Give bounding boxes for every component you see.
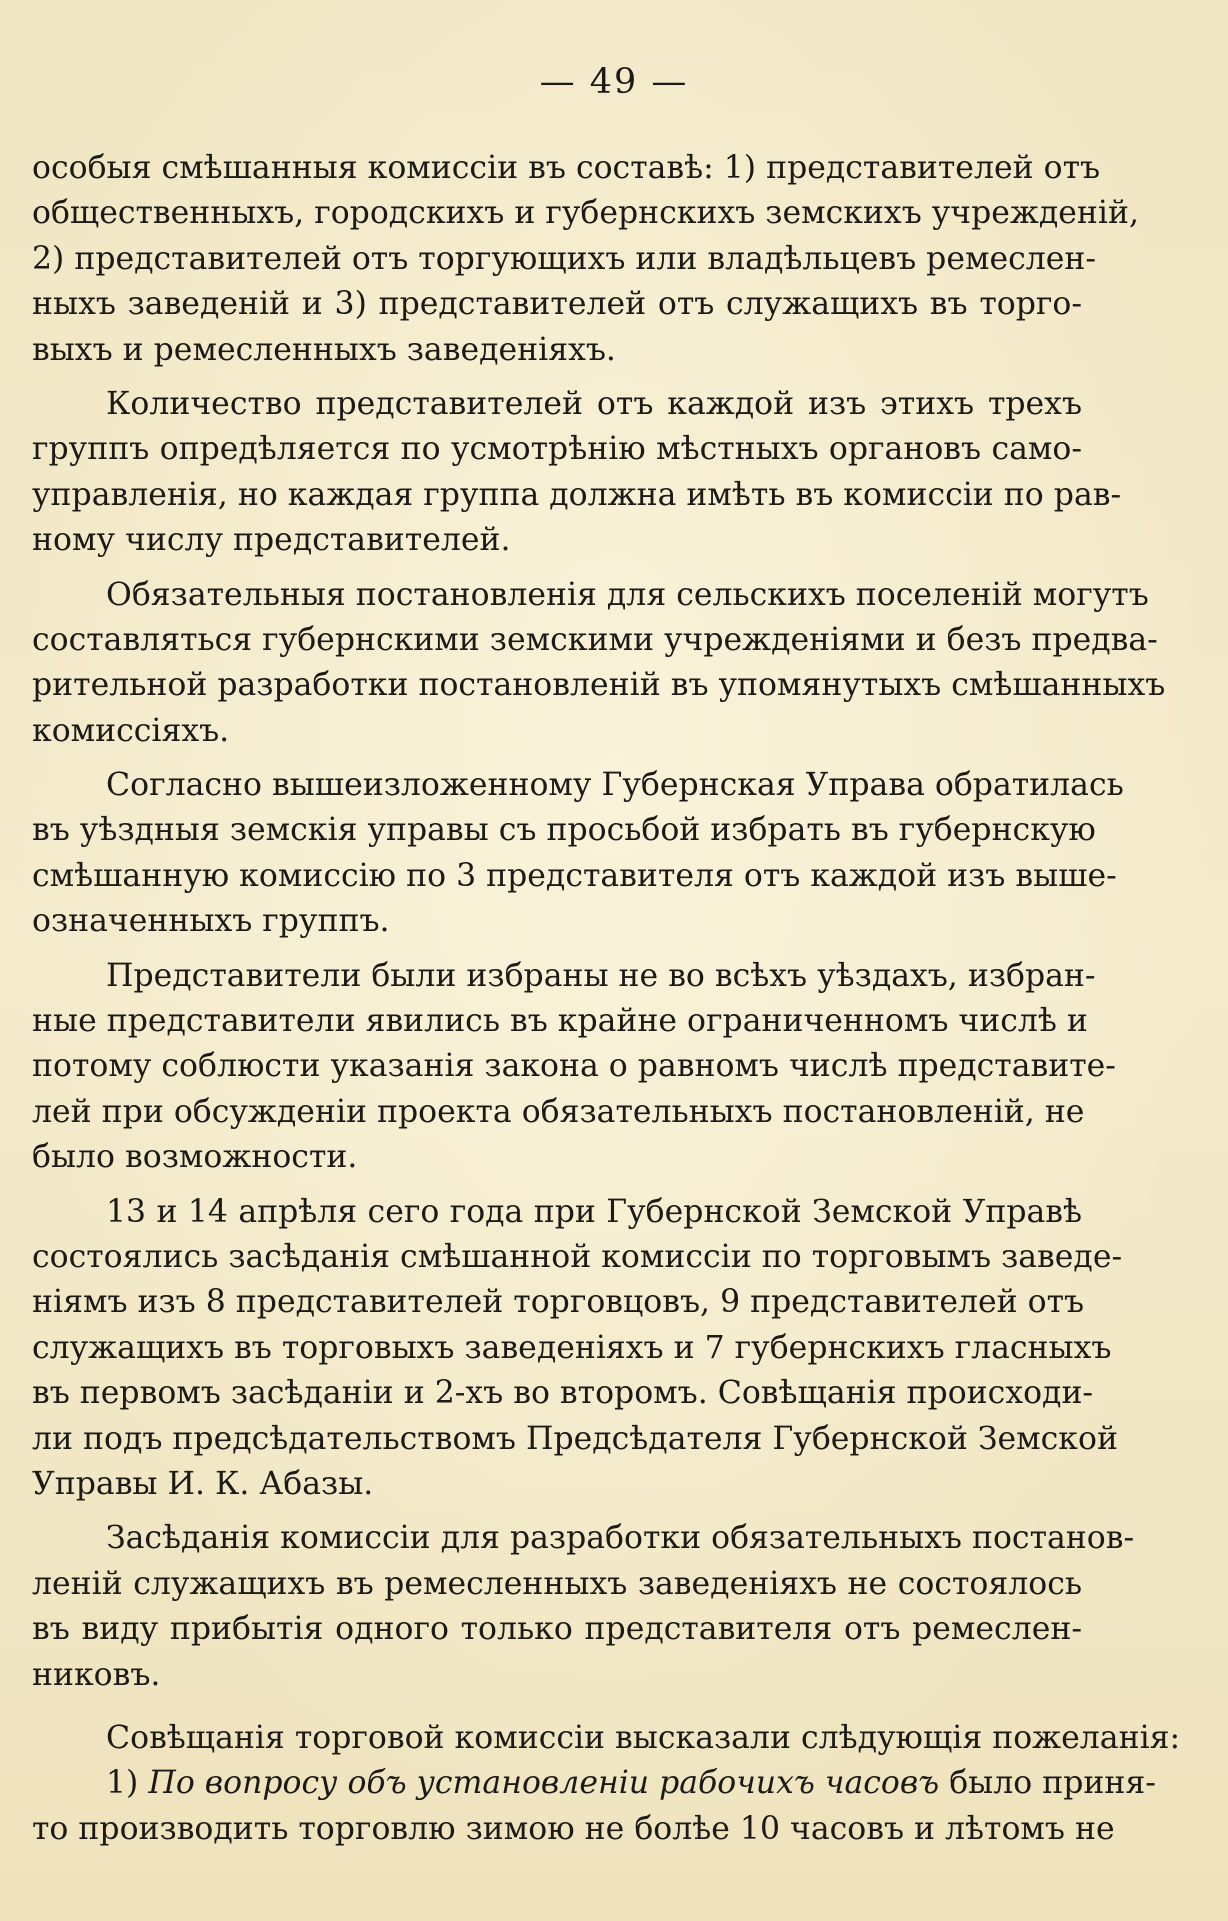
paragraph	[32, 1190, 1123, 1508]
text-line: составляться губернскими земскими учрежденіями и безъ предва-	[32, 621, 1158, 658]
text-line: Управы И. К. Абазы.	[32, 1465, 374, 1502]
text-line: рительной разработки постановленій въ упомянутыхъ смѣшанныхъ	[32, 667, 1166, 704]
text-line: Засѣданія комиссіи для разработки обязательныхъ постанов-	[106, 1520, 1135, 1557]
paragraph	[32, 763, 1124, 945]
text-line: ли подъ предсѣдательствомъ Предсѣдателя Губернской Земской	[32, 1420, 1118, 1457]
text-line: ныхъ заведеній и 3) представителей отъ служащихъ въ торго-	[32, 286, 1082, 323]
text-line: никовъ.	[32, 1656, 161, 1693]
text-line: Обязательныя постановленія для сельскихъ поселеній могутъ	[106, 576, 1149, 613]
text-line: группъ опредѣляется по усмотрѣнію мѣстныхъ органовъ само-	[32, 431, 1082, 468]
paragraph	[32, 954, 1116, 1181]
text-line: ному числу представителей.	[32, 522, 511, 559]
text-line: служащихъ въ торговыхъ заведеніяхъ и 7 губернскихъ гласныхъ	[32, 1329, 1112, 1366]
text-line: въ уѣздныя земскія управы съ просьбой избрать въ губернскую	[32, 812, 1096, 849]
text-line	[32, 1761, 1156, 1806]
text-line: Совѣщанія торговой комиссіи высказали слѣдующія пожеланія:	[106, 1719, 1181, 1756]
text-line: ные представители явились въ крайне ограниченномъ числѣ и	[32, 1003, 1088, 1040]
text-line: Количество представителей отъ каждой изъ этихъ трехъ	[106, 385, 1082, 422]
text-line: смѣшанную комиссію по 3 представителя отъ каждой изъ выше-	[32, 857, 1117, 894]
text-line: означенныхъ группъ.	[32, 903, 390, 940]
text-line: 2) представителей отъ торгующихъ или владѣльцевъ ремеслен-	[32, 240, 1097, 277]
text-line: то производить торговлю зимою не болѣе 10 часовъ и лѣтомъ не	[32, 1810, 1115, 1847]
paragraph-gap	[32, 945, 1082, 954]
text-line: комиссіяхъ.	[32, 712, 230, 749]
item-number: 1)	[106, 1765, 139, 1802]
paragraph-final	[32, 1761, 1156, 1852]
text-line: состоялись засѣданія смѣшанной комиссіи по торговымъ заведе-	[32, 1238, 1123, 1275]
paragraph-gap	[32, 1507, 1082, 1516]
italic-heading: По вопросу объ установленіи рабочихъ часовъ	[148, 1765, 940, 1802]
paragraph	[32, 1516, 1135, 1698]
text-line: въ виду прибытія одного только представителя отъ ремеслен-	[32, 1611, 1082, 1648]
body-text	[32, 146, 1181, 1852]
text-line: выхъ и ремесленныхъ заведеніяхъ.	[32, 331, 616, 368]
paragraph-gap	[32, 1181, 1082, 1190]
page-number: — 49 —	[539, 62, 689, 102]
paragraph	[32, 1716, 1181, 1761]
text-line: 13 и 14 апрѣля сего года при Губернской Земской Управѣ	[106, 1193, 1082, 1230]
paragraph-gap	[32, 1698, 1082, 1716]
text-line: потому соблюсти указанія закона о равномъ числѣ представите-	[32, 1048, 1116, 1085]
text-line: леній служащихъ въ ремесленныхъ заведеніяхъ не состоялось	[32, 1565, 1082, 1602]
paragraph-gap	[32, 373, 1082, 382]
text-line: лей при обсужденіи проекта обязательныхъ постановленій, не	[32, 1093, 1085, 1130]
text-line: въ первомъ засѣданіи и 2-хъ во второмъ. Совѣщанія происходи-	[32, 1375, 1094, 1412]
text-line: было возможности.	[32, 1139, 358, 1176]
paragraph	[32, 146, 1140, 373]
text-line: Согласно вышеизложенному Губернская Управа обратилась	[106, 767, 1124, 804]
paragraph-gap	[32, 564, 1082, 573]
text-line: управленія, но каждая группа должна имѣть въ комиссіи по рав-	[32, 476, 1122, 513]
text-line: общественныхъ, городскихъ и губернскихъ земскихъ учрежденій,	[32, 195, 1140, 232]
text-line: особыя смѣшанныя комиссіи въ составѣ: 1) представителей отъ	[32, 150, 1101, 186]
paragraph-gap	[32, 754, 1082, 763]
paragraph	[32, 573, 1166, 755]
paragraph	[32, 382, 1122, 564]
text-line: ніямъ изъ 8 представителей торговцовъ, 9 представителей отъ	[32, 1284, 1085, 1321]
text-span: было приня-	[949, 1765, 1156, 1802]
text-line: Представители были избраны не во всѣхъ уѣздахъ, избран-	[106, 957, 1096, 994]
